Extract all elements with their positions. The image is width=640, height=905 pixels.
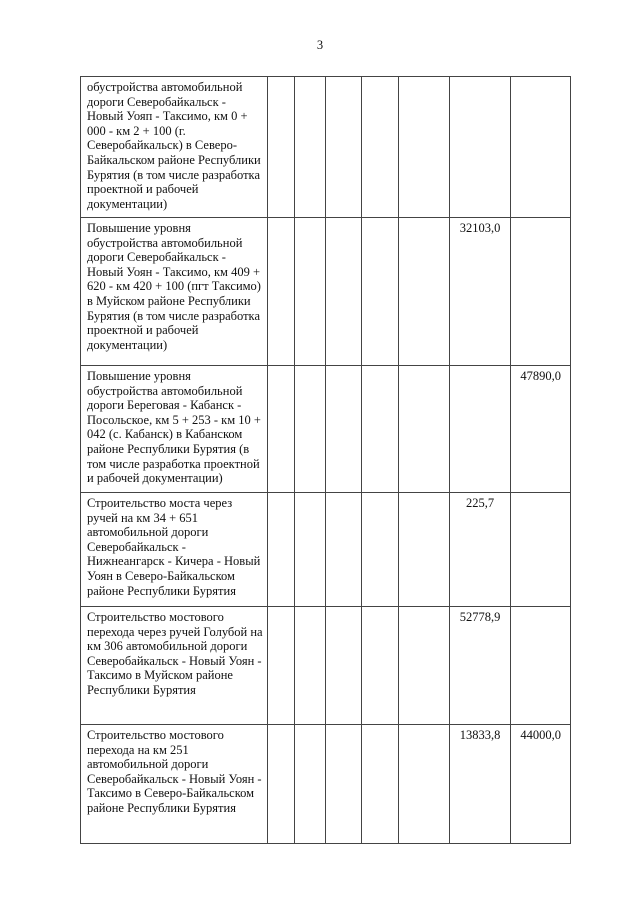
value-cell xyxy=(295,725,326,844)
value-cell: 47890,0 xyxy=(511,366,571,493)
value-cell xyxy=(399,493,450,607)
table-row xyxy=(81,218,571,366)
value-cell xyxy=(295,607,326,725)
value-cell xyxy=(268,493,295,607)
value-cell: 32103,0 xyxy=(450,218,511,366)
value-cell xyxy=(362,366,399,493)
value-cell xyxy=(511,493,571,607)
value-cell xyxy=(399,77,450,218)
project-description: Строительство мостового перехода через ручей Голубой на км 306 автомобильной дороги Северобайкальск - Новый Уоян - Таксимо в Муйском районе Республики Бурятия xyxy=(81,607,268,725)
value-cell xyxy=(362,218,399,366)
page-number: 3 xyxy=(316,38,324,52)
value-cell xyxy=(399,218,450,366)
value-cell xyxy=(362,725,399,844)
project-description: Строительство моста через ручей на км 34 + 651 автомобильной дороги Северобайкальск - Нижнеангарск - Кичера - Новый Уоян в Северо-Байкальском районе Республики Бурятия xyxy=(81,493,268,607)
value-cell xyxy=(326,493,362,607)
project-description: Повышение уровня обустройства автомобильной дороги Береговая - Кабанск - Посольское, км 5 + 253 - км 10 + 042 (с. Кабанск) в Кабанском районе Республики Бурятия (в том числе разработка проектной и рабочей документации) xyxy=(81,366,268,493)
value-cell xyxy=(268,725,295,844)
value-cell xyxy=(362,77,399,218)
value-cell xyxy=(399,366,450,493)
value-cell xyxy=(326,607,362,725)
table-row xyxy=(81,493,571,607)
value-cell xyxy=(399,725,450,844)
value-cell xyxy=(268,366,295,493)
value-cell xyxy=(511,607,571,725)
funding-table xyxy=(80,76,571,844)
value-cell xyxy=(326,218,362,366)
table-row xyxy=(81,607,571,725)
value-cell xyxy=(399,607,450,725)
value-cell xyxy=(295,366,326,493)
value-cell xyxy=(326,77,362,218)
value-cell xyxy=(268,77,295,218)
value-cell xyxy=(295,77,326,218)
value-cell xyxy=(295,493,326,607)
value-cell: 225,7 xyxy=(450,493,511,607)
value-cell: 44000,0 xyxy=(511,725,571,844)
table-row xyxy=(81,366,571,493)
value-cell xyxy=(450,77,511,218)
value-cell: 13833,8 xyxy=(450,725,511,844)
table-row xyxy=(81,77,571,218)
value-cell xyxy=(326,366,362,493)
value-cell xyxy=(326,725,362,844)
project-description: Повышение уровня обустройства автомобильной дороги Северобайкальск - Новый Уоян - Таксимо, км 409 + 620 - км 420 + 100 (пгт Таксимо) в Муйском районе Республики Бурятия (в том числе разработка проектной и рабочей документации) xyxy=(81,218,268,366)
value-cell xyxy=(268,218,295,366)
table-row xyxy=(81,725,571,844)
value-cell: 52778,9 xyxy=(450,607,511,725)
project-description: Строительство мостового перехода на км 251 автомобильной дороги Северобайкальск - Новый Уоян - Таксимо в Северо-Байкальском районе Республики Бурятия xyxy=(81,725,268,844)
value-cell xyxy=(295,218,326,366)
project-description: обустройства автомобильной дороги Северобайкальск - Новый Уояп - Таксимо, км 0 + 000 - км 2 + 100 (г. Северобайкальск) в Северо-Байкальском районе Республики Бурятия (в том числе разработка проектной и рабочей документации) xyxy=(81,77,268,218)
value-cell xyxy=(511,218,571,366)
value-cell xyxy=(511,77,571,218)
value-cell xyxy=(362,607,399,725)
value-cell xyxy=(268,607,295,725)
value-cell xyxy=(450,366,511,493)
value-cell xyxy=(362,493,399,607)
